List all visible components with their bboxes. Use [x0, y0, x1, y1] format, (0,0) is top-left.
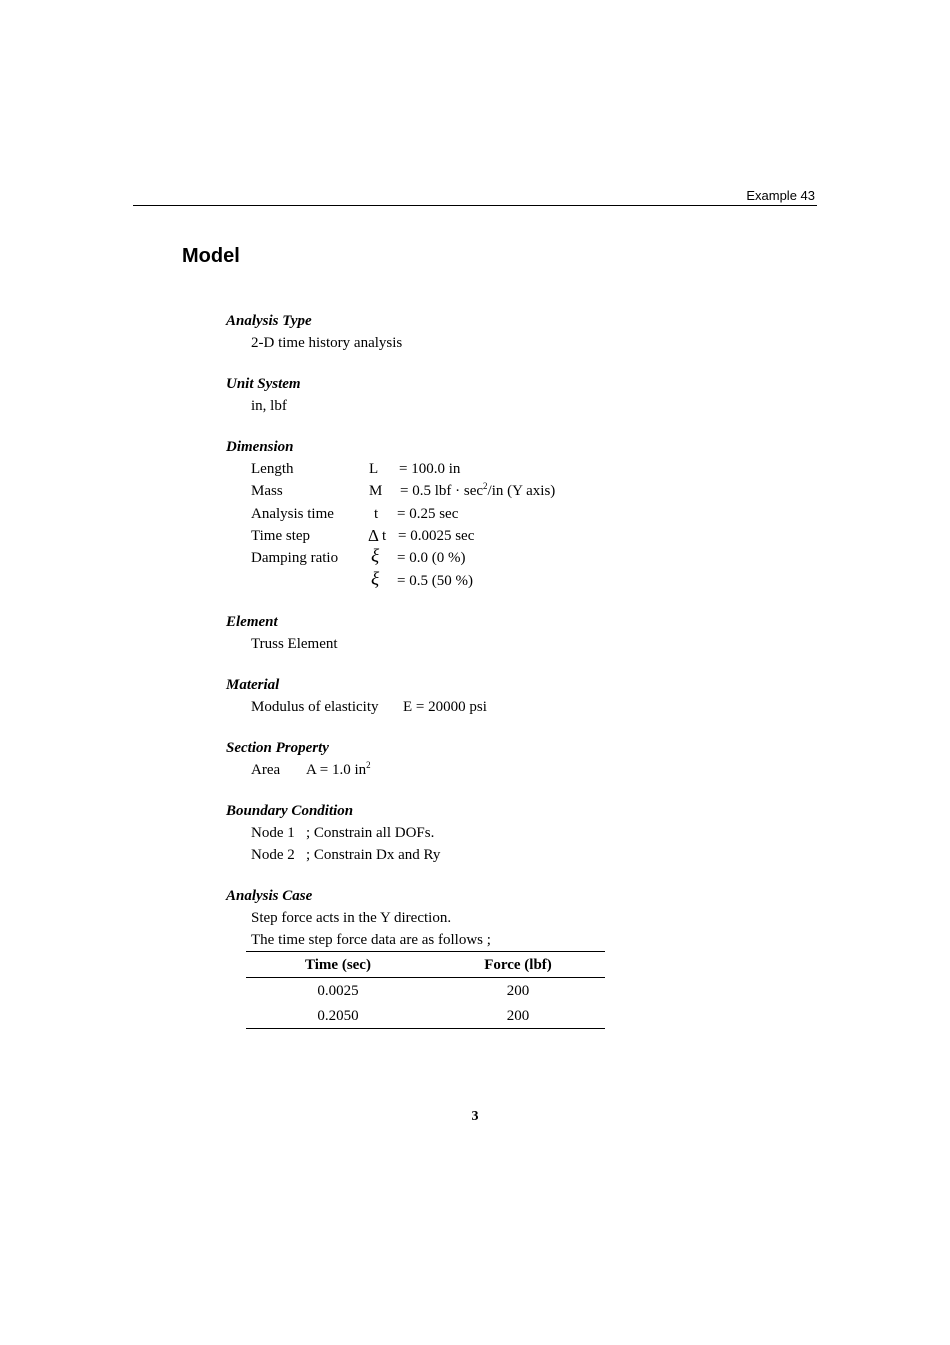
table-top-rule [246, 951, 605, 952]
mass-value-unit: /in (Y axis) [487, 483, 556, 499]
mass-value-exponent: 2 [483, 481, 488, 491]
dimension-label-length: Length [251, 461, 294, 477]
analysis-type-heading: Analysis Type [226, 313, 312, 329]
section-property-label: Area [251, 762, 281, 778]
dimension-label-analysis-time: Analysis time [251, 506, 334, 522]
area-value-exponent: 2 [366, 760, 371, 770]
table-cell: 0.0025 [317, 983, 359, 999]
dimension-value-mass [400, 483, 555, 500]
dimension-label-mass: Mass [251, 483, 283, 499]
table-header-time: Time (sec) [305, 957, 371, 973]
boundary-node-2-text: ; Constrain Dx and Ry [306, 847, 441, 863]
material-heading: Material [226, 677, 280, 693]
analysis-case-heading: Analysis Case [226, 888, 313, 904]
table-header-rule [246, 977, 605, 978]
analysis-case-line-2: The time step force data are as follows ; [251, 932, 491, 948]
analysis-type-text: 2-D time history analysis [251, 335, 403, 351]
delta-symbol: Δ [368, 526, 379, 545]
dimension-value-damping-ratio-2: = 0.5 (50 %) [397, 573, 473, 589]
analysis-case-line-1: Step force acts in the Y direction. [251, 910, 452, 926]
dimension-symbol-analysis-time: t [374, 506, 379, 522]
unit-system-heading: Unit System [226, 376, 301, 392]
table-cell: 200 [506, 983, 530, 999]
area-value-main: A = 1.0 in [306, 762, 367, 778]
page-title: Model [182, 245, 240, 267]
page-number: 3 [471, 1109, 479, 1124]
table-cell: 200 [506, 1008, 530, 1024]
boundary-node-1-text: ; Constrain all DOFs. [306, 825, 435, 841]
section-property-value [306, 762, 371, 779]
material-label: Modulus of elasticity [251, 699, 379, 715]
dimension-symbol-time-step: t [382, 528, 387, 544]
boundary-node-1: Node 1 [251, 825, 295, 841]
running-header: Example 43 [746, 188, 815, 203]
dimension-heading: Dimension [226, 439, 294, 455]
dimension-label-damping-ratio: Damping ratio [251, 550, 339, 566]
unit-system-text: in, lbf [251, 398, 287, 414]
table-header-force: Force (lbf) [484, 957, 552, 973]
header-rule [133, 205, 817, 206]
boundary-condition-heading: Boundary Condition [226, 803, 354, 819]
dimension-label-time-step: Time step [251, 528, 311, 544]
xi-symbol: ξ [371, 546, 380, 567]
table-cell: 0.2050 [317, 1008, 359, 1024]
dimension-value-time-step: = 0.0025 sec [398, 528, 475, 544]
mass-value-main: = 0.5 lbf · sec [400, 483, 484, 499]
boundary-node-2: Node 2 [251, 847, 295, 863]
table-bottom-rule [246, 1028, 605, 1029]
section-property-heading: Section Property [226, 740, 329, 756]
dimension-symbol-mass: M [369, 483, 383, 499]
xi-symbol: ξ [371, 569, 380, 590]
dimension-value-length: = 100.0 in [399, 461, 461, 477]
dimension-value-damping-ratio-1: = 0.0 (0 %) [397, 550, 466, 566]
dimension-value-analysis-time: = 0.25 sec [397, 506, 459, 522]
dimension-symbol-length: L [369, 461, 379, 477]
element-heading: Element [226, 614, 278, 630]
element-text: Truss Element [251, 636, 338, 652]
material-value: E = 20000 psi [403, 699, 487, 715]
